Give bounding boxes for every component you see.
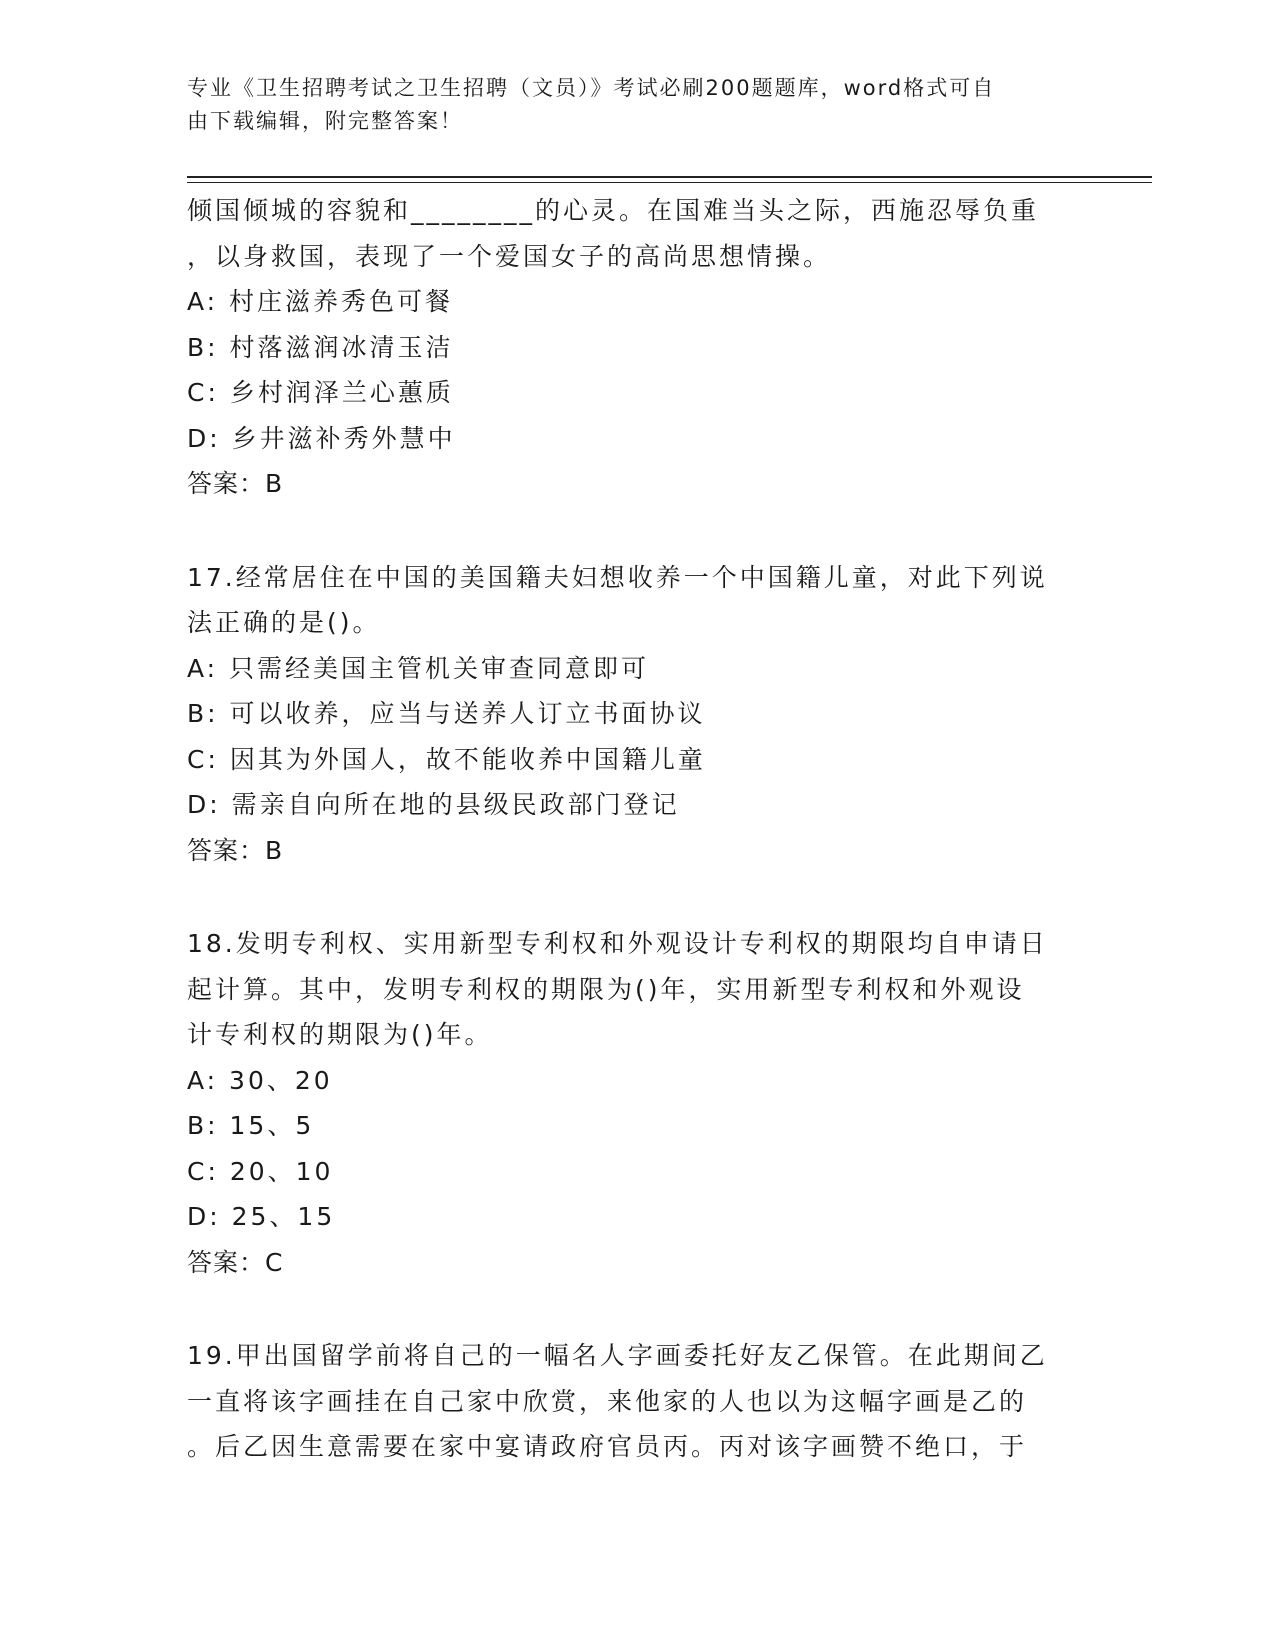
question-text-line: 18.发明专利权、实用新型专利权和外观设计专利权的期限均自申请日 [187, 929, 1048, 958]
question-text-line: ，以身救国，表现了一个爱国女子的高尚思想情操。 [187, 241, 832, 271]
option-a: A: 30、20 [187, 1065, 333, 1095]
header-rule-thin [187, 182, 1152, 183]
question-text-line: 19.甲出国留学前将自己的一幅名人字画委托好友乙保管。在此期间乙 [187, 1341, 1048, 1370]
option-b: B: 村落滋润冰清玉洁 [187, 332, 454, 362]
option-d: D: 25、15 [187, 1202, 336, 1231]
option-c: C: 乡村润泽兰心蕙质 [187, 378, 454, 407]
question-text-line: 倾国倾城的容貌和________的心灵。在国难当头之际，西施忍辱负重 [187, 196, 1040, 225]
option-a: A: 只需经美国主管机关审查同意即可 [187, 653, 650, 683]
header-rule-thick [187, 176, 1152, 178]
document-body [187, 188, 1067, 1470]
answer-line: 答案：B [187, 469, 284, 498]
option-b: B: 可以收养，应当与送养人订立书面协议 [187, 699, 706, 728]
answer-line: 答案：C [187, 1247, 284, 1277]
question-block [187, 555, 1067, 874]
question-text-line: 计专利权的期限为()年。 [187, 1020, 493, 1049]
answer-line: 答案：B [187, 835, 284, 865]
question-block [187, 1333, 1067, 1470]
question-text-line: 起计算。其中，发明专利权的期限为()年，实用新型专利权和外观设 [187, 974, 1025, 1004]
document-header [187, 72, 1067, 138]
option-c: C: 20、10 [187, 1156, 334, 1186]
option-c: C: 因其为外国人，故不能收养中国籍儿童 [187, 744, 706, 774]
question-block [187, 188, 1067, 507]
question-block [187, 921, 1067, 1285]
question-text-line: 一直将该字画挂在自己家中欣赏，来他家的人也以为这幅字画是乙的 [187, 1386, 1028, 1416]
header-line-2: 由下载编辑，附完整答案！ [187, 109, 463, 133]
option-a: A: 村庄滋养秀色可餐 [187, 287, 454, 316]
question-text-line: 17.经常居住在中国的美国籍夫妇想收养一个中国籍儿童，对此下列说 [187, 562, 1048, 592]
option-d: D: 需亲自向所在地的县级民政部门登记 [187, 790, 680, 819]
question-text-line: 。后乙因生意需要在家中宴请政府官员丙。丙对该字画赞不绝口，于 [187, 1432, 1028, 1461]
header-line-1: 专业《卫生招聘考试之卫生招聘（文员）》考试必刷200题题库，word格式可自 [187, 76, 996, 100]
option-b: B: 15、5 [187, 1111, 315, 1140]
question-text-line: 法正确的是()。 [187, 608, 381, 637]
option-d: D: 乡井滋补秀外慧中 [187, 423, 456, 453]
